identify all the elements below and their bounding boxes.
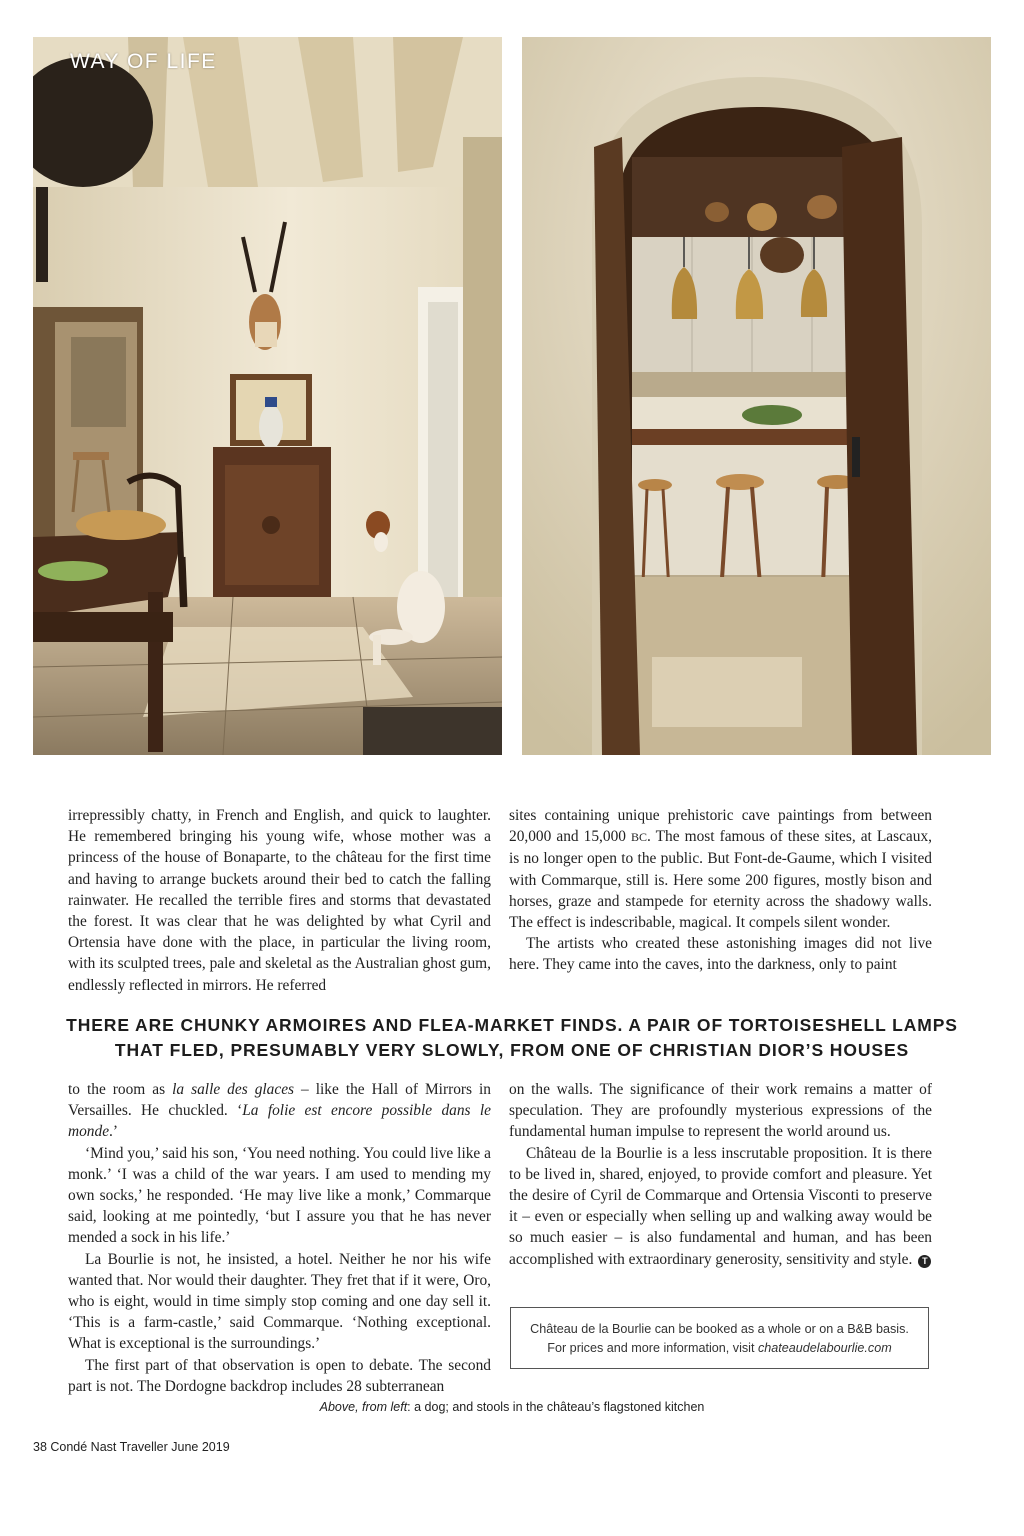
info-line: Château de la Bourlie can be booked as a whole or on a B&B basis. <box>530 1322 909 1336</box>
body-column-2 <box>509 805 932 976</box>
era-abbrev: BC <box>631 830 648 845</box>
text-run: to the room as <box>68 1081 173 1098</box>
page-folio: 38 Condé Nast Traveller June 2019 <box>33 1440 230 1454</box>
pull-quote-line: THERE ARE CHUNKY ARMOIRES AND FLEA-MARKET FINDS. A PAIR OF TORTOISESHELL LAMPS <box>66 1015 958 1035</box>
body-column-3 <box>68 1079 491 1397</box>
italic-phrase: La folie est encore possible dans le monde <box>68 1102 491 1141</box>
photo-kitchen-doorway <box>522 37 991 755</box>
photo-dog-room <box>33 37 502 755</box>
paragraph: on the walls. The significance of their work remains a matter of speculation. They are profoundly mysterious expressions of the fundamental human impulse to represent the world around us. <box>509 1081 932 1141</box>
caption-lead: Above, from left <box>319 1400 408 1414</box>
website-link[interactable]: chateaudelabourlie.com <box>757 1341 892 1355</box>
text-run: .’ <box>109 1123 119 1141</box>
photo-caption <box>0 1400 1024 1414</box>
text-run: . The most famous of these sites, at Lascaux, is no longer open to the public. But Font-de-Gaume, which I visited with Commarque, still is. Here some 200 figures, mostly bison and horses, graze and stampede for eternity across the shadowy walls. The effect is indescribable, magical. It compels silent wonder. <box>509 828 932 932</box>
text-run: Château de la Bourlie is a less inscrutable proposition. It is there to be lived in, shared, enjoyed, to provide comfort and pleasure. Yet the desire of Cyril de Commarque and Ortensia Visconti to preserve it – even or especially when selling up and walking away would be so much easier – is also fundamental and human, and has been accomplished with extraordinary generosity, sensitivity and style. <box>509 1144 932 1268</box>
text-run: For prices and more information, visit <box>547 1341 758 1355</box>
info-line <box>511 1339 928 1358</box>
paragraph <box>509 1143 932 1270</box>
section-label: WAY OF LIFE <box>70 50 217 73</box>
italic-phrase: la salle des glaces <box>172 1081 295 1098</box>
end-mark-icon: T <box>918 1255 931 1268</box>
body-column-4 <box>509 1079 932 1270</box>
paragraph: The first part of that observation is open to debate. The second part is not. The Dordogne backdrop includes 28 subterranean <box>68 1356 491 1395</box>
caption-text: : a dog; and stools in the château’s flagstoned kitchen <box>407 1400 705 1414</box>
pull-quote <box>40 1013 984 1063</box>
paragraph: The artists who created these astonishing images did not live here. They came into the caves, into the darkness, only to paint <box>509 935 932 974</box>
body-column-1 <box>68 805 491 996</box>
pull-quote-line: THAT FLED, PRESUMABLY VERY SLOWLY, FROM ONE OF CHRISTIAN DIOR’S HOUSES <box>114 1040 910 1060</box>
paragraph: La Bourlie is not, he insisted, a hotel. Neither he nor his wife wanted that. Nor would their daughter. They fret that if it were, Oro, who is eight, would in time simply stop coming and one day sell it. ‘This is a farm-castle,’ said Commarque. ‘Nothing exceptional. What is exceptional is the surroundings.’ <box>68 1250 491 1353</box>
paragraph <box>68 1079 491 1143</box>
text-run: sites containing unique prehistoric cave paintings from between 20,000 and 15,000 <box>509 807 932 846</box>
paragraph: ‘Mind you,’ said his son, ‘You need nothing. You could live like a monk.’ ‘I was a child of the war years. I am used to mending my own socks,’ he responded. ‘He may live like a monk,’ Commarque said, looking at me pointedly, ‘but I assure you that he has never mended a sock in his life.’ <box>68 1144 491 1247</box>
booking-info-box <box>510 1307 929 1369</box>
paragraph: irrepressibly chatty, in French and English, and quick to laughter. He remembered bringing his young wife, whose mother was a princess of the house of Bonaparte, to the château for the first time and having to arrange buckets around their bed to catch the falling rainwater. He recalled the terrible fires and storms that devastated the forest. It was clear that he was delighted by what Cyril and Ortensia have done with the place, in particular the living room, with its sculpted trees, pale and skeletal as the Australian ghost gum, endlessly reflected in mirrors. He referred <box>68 807 491 994</box>
paragraph <box>509 805 932 933</box>
text-run: – like the Hall of Mirrors in Versailles. He chuckled. ‘ <box>68 1081 491 1120</box>
